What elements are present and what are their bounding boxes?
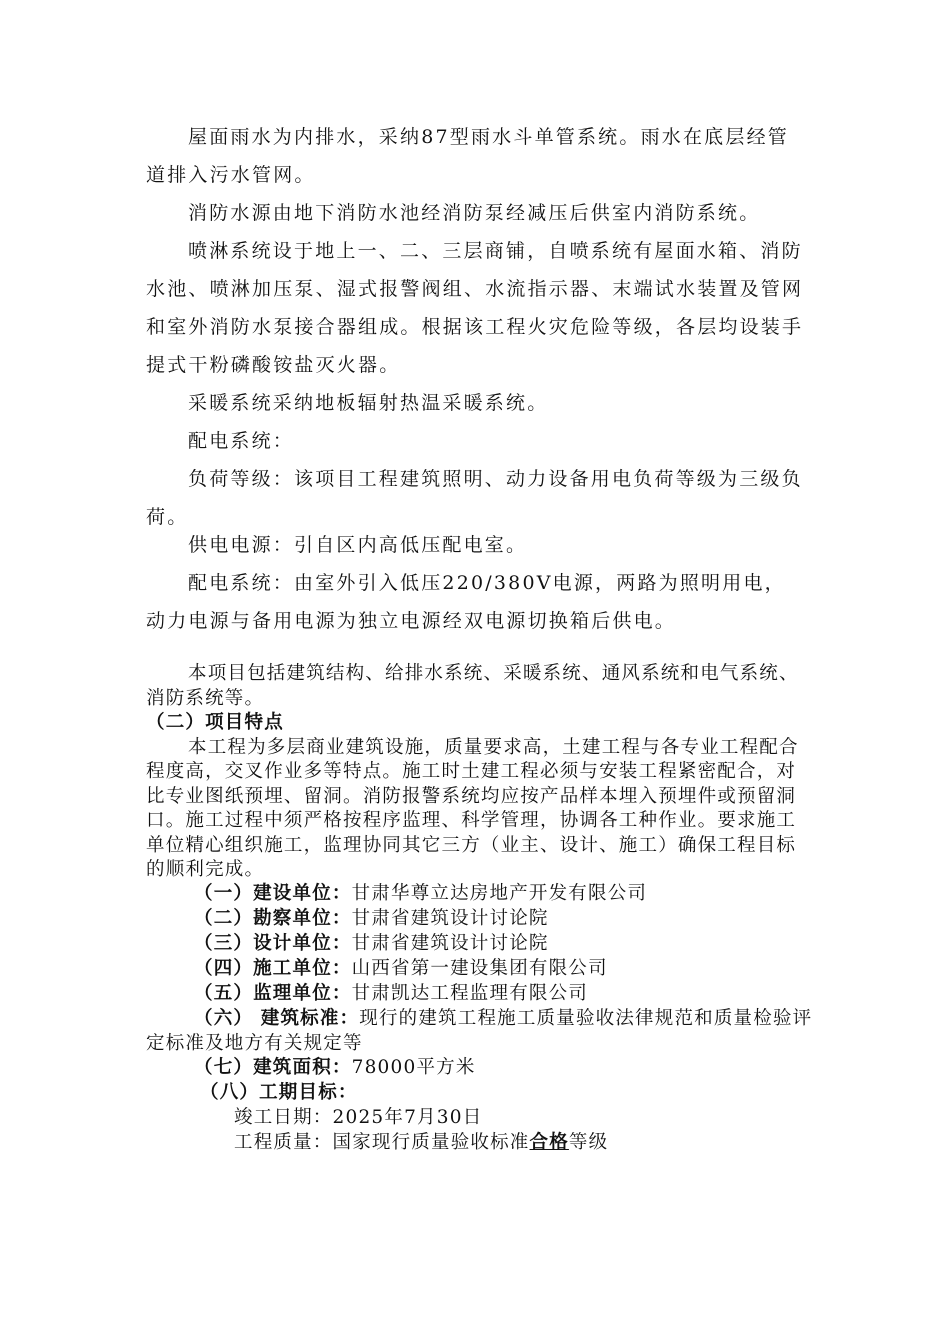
info-label: （三）设计单位： — [194, 933, 352, 954]
schedule-quality — [234, 1131, 904, 1156]
paragraph-sprinkler: 喷淋系统设于地上一、二、三层商铺，自喷系统有屋面水箱、消防水池、喷淋加压泵、湿式报警阀组、水流指示器、末端试水装置及管网和室外消防水泵接合器组成。根据该工程火灾危险等级，各层均设装手提式干粉磷酸铵盐灭火器。 — [146, 240, 804, 376]
info-schedule — [200, 1081, 870, 1106]
quality-suffix: 等级 — [568, 1132, 609, 1153]
schedule-completion: 竣工日期：2025年7月30日 — [234, 1107, 483, 1128]
paragraph-load-level: 负荷等级：该项目工程建筑照明、动力设备用电负荷等级为三级负荷。 — [146, 468, 803, 528]
paragraph-power-supply: 供电电源：引自区内高低压配电室。 — [188, 534, 528, 556]
info-value: 甘肃省建筑设计讨论院 — [351, 908, 549, 929]
info-label: （五）监理单位： — [194, 983, 352, 1004]
section-heading: （二）项目特点 — [146, 712, 284, 733]
info-survey — [194, 907, 864, 932]
info-value: 现行的建筑工程施工质量验收法律规范和质量检验评定标准及地方有关规定等 — [146, 1008, 813, 1054]
paragraph-power-title: 配电系统： — [188, 430, 295, 452]
info-label: （八）工期目标： — [200, 1082, 358, 1103]
info-value: 78000平方米 — [351, 1057, 476, 1078]
info-value: 甘肃省建筑设计讨论院 — [351, 933, 549, 954]
info-label: （六） 建筑标准： — [194, 1008, 360, 1029]
quality-emphasis: 合格 — [529, 1132, 569, 1153]
info-value: 山西省第一建设集团有限公司 — [351, 958, 608, 979]
info-label: （七）建筑面积： — [194, 1057, 352, 1078]
paragraph-heating: 采暖系统采纳地板辐射热温采暖系统。 — [188, 392, 549, 414]
paragraph-power-system: 配电系统：由室外引入低压220/380V电源，两路为照明用电，动力电源与备用电源为独立电源经双电源切换箱后供电。 — [146, 572, 786, 632]
info-label: （四）施工单位： — [194, 958, 352, 979]
paragraph-features: 本工程为多层商业建筑设施，质量要求高，土建工程与各专业工程配合程度高，交叉作业多等特点。施工时土建工程必须与安装工程紧密配合，对比专业图纸预埋、留洞。消防报警系统均应按产品样本埋入预埋件或预留洞口。施工过程中须严格按程序监理、科学管理，协调各工种作业。要求施工单位精心组织施工，监理协同其它三方（业主、设计、施工）确保工程目标的顺利完成。 — [146, 736, 799, 880]
info-value: 甘肃华尊立达房地产开发有限公司 — [351, 883, 648, 904]
info-developer — [194, 882, 864, 907]
info-area — [194, 1056, 864, 1081]
paragraph-fire-water: 消防水源由地下消防水池经消防泵经减压后供室内消防系统。 — [188, 202, 761, 224]
info-label: （一）建设单位： — [194, 883, 352, 904]
info-supervision — [194, 982, 864, 1007]
quality-prefix: 工程质量：国家现行质量验收标准 — [234, 1132, 530, 1153]
info-design — [194, 932, 864, 957]
paragraph-scope: 本项目包括建筑结构、给排水系统、采暖系统、通风系统和电气系统、消防系统等。 — [146, 663, 799, 709]
info-construction — [194, 957, 864, 982]
info-value: 甘肃凯达工程监理有限公司 — [351, 983, 589, 1004]
paragraph-rainwater: 屋面雨水为内排水，采纳87型雨水斗单管系统。雨水在底层经管道排入污水管网。 — [146, 126, 789, 186]
info-standard — [146, 1007, 816, 1056]
info-label: （二）勘察单位： — [194, 908, 352, 929]
